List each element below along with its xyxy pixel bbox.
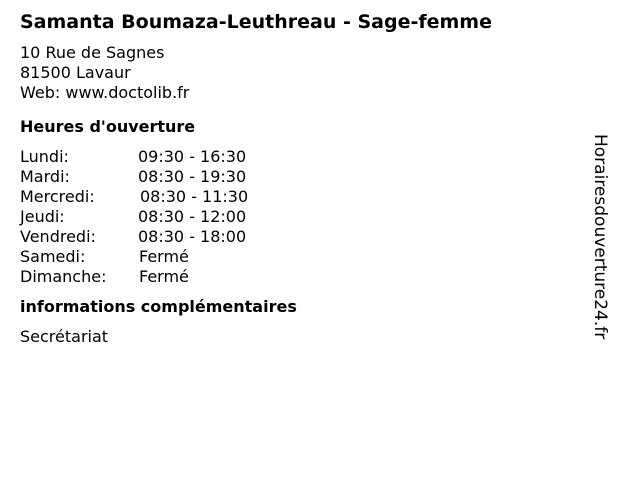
hours-row-friday (20, 227, 590, 247)
website-line: Web: www.doctolib.fr (20, 83, 190, 102)
hours-value-wednesday: 08:30 - 11:30 (140, 187, 249, 206)
address-block (20, 43, 590, 103)
day-label-friday: Vendredi: (20, 227, 96, 246)
hours-row-monday (20, 147, 590, 167)
side-brand-text: Horairesdouverture24.fr (590, 134, 610, 340)
hours-row-sunday (20, 267, 590, 287)
hours-value-sunday: Fermé (139, 267, 189, 286)
day-label-monday: Lundi: (20, 147, 69, 166)
hours-value-thursday: 08:30 - 12:00 (138, 207, 247, 226)
opening-hours-heading: Heures d'ouverture (20, 117, 196, 136)
hours-row-wednesday (20, 187, 590, 207)
hours-value-friday: 08:30 - 18:00 (138, 227, 247, 246)
hours-value-monday: 09:30 - 16:30 (138, 147, 247, 166)
day-label-wednesday: Mercredi: (20, 187, 95, 206)
street-address: 10 Rue de Sagnes (20, 43, 165, 62)
hours-row-saturday (20, 247, 590, 267)
hours-value-tuesday: 08:30 - 19:30 (138, 167, 247, 186)
hours-row-tuesday (20, 167, 590, 187)
day-label-saturday: Samedi: (20, 247, 86, 266)
additional-info-text: Secrétariat (20, 327, 109, 346)
additional-info-heading: informations complémentaires (20, 297, 297, 316)
day-label-thursday: Jeudi: (20, 207, 65, 226)
business-title: Samanta Boumaza-Leuthreau - Sage-femme (20, 11, 492, 33)
day-label-tuesday: Mardi: (20, 167, 70, 186)
day-label-sunday: Dimanche: (20, 267, 107, 286)
opening-hours-table (20, 147, 590, 287)
postal-city: 81500 Lavaur (20, 63, 131, 82)
hours-value-saturday: Fermé (139, 247, 189, 266)
hours-row-thursday (20, 207, 590, 227)
business-card (20, 10, 590, 347)
